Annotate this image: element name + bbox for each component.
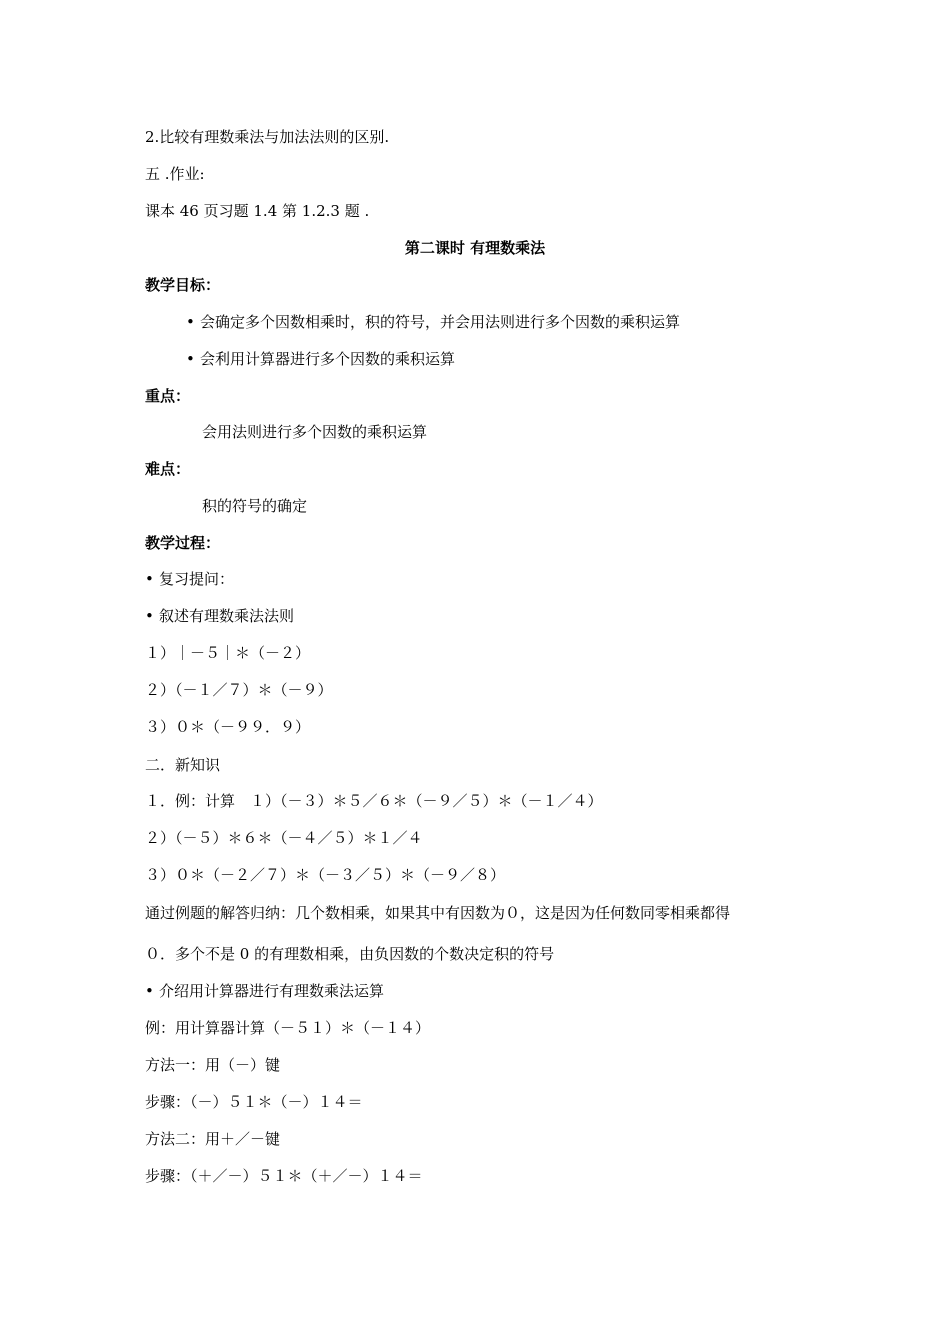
- difficulty-text: 积的符号的确定: [202, 497, 308, 515]
- text-line-compare-rules: 2.比较有理数乘法与加法法则的区别.: [145, 128, 390, 146]
- narrate-item: [145, 606, 294, 626]
- difficulty-heading: 难点：: [145, 460, 191, 478]
- steps-2: 步骤：（＋／－）５１＊（＋／－）１４＝: [145, 1167, 423, 1185]
- review-question-1: １）｜－５｜＊（－２）: [145, 644, 311, 662]
- example-3: ３）０＊（－２／７）＊（－３／５）＊（－９／８）: [145, 866, 506, 884]
- calculator-intro-text: 介绍用计算器进行有理数乘法运算: [159, 982, 385, 1000]
- calculator-example: 例：用计算器计算（－５１）＊（－１４）: [145, 1019, 431, 1037]
- new-knowledge-heading: 二．新知识: [145, 756, 221, 774]
- conclusion-line-1: 通过例题的解答归纳：几个数相乘，如果其中有因数为０，这是因为任何数同零相乘都得: [145, 904, 731, 922]
- goal-item-2: [186, 349, 455, 369]
- example-2: ２）（－５）＊６＊（－４／５）＊１／４: [145, 829, 423, 847]
- review-item-text: 复习提问：: [159, 570, 235, 588]
- bullet-icon: •: [186, 350, 195, 368]
- text-line-homework-detail: 课本 46 页习题 1.4 第 1.2.3 题 .: [145, 202, 370, 220]
- conclusion-line-2: ０．多个不是 0 的有理数相乘，由负因数的个数决定积的符号: [145, 945, 555, 963]
- key-point-text: 会用法则进行多个因数的乘积运算: [202, 423, 428, 441]
- narrate-item-text: 叙述有理数乘法法则: [159, 607, 295, 625]
- goals-heading: 教学目标：: [145, 276, 221, 294]
- review-item: [145, 569, 234, 589]
- goal-item-1: [186, 312, 680, 332]
- example-1: １．例：计算 １）（－３）＊５／６＊（－９／５）＊（－１／４）: [145, 792, 603, 810]
- method-2: 方法二：用＋／－键: [145, 1130, 281, 1148]
- section-title: 第二课时 有理数乘法: [404, 239, 546, 257]
- steps-1: 步骤：（－）５１＊（－）１４＝: [145, 1093, 363, 1111]
- bullet-icon: •: [145, 607, 154, 625]
- bullet-icon: •: [186, 313, 195, 331]
- text-line-homework-heading: 五 .作业:: [145, 165, 205, 183]
- bullet-icon: •: [145, 570, 154, 588]
- goal-item-1-text: 会确定多个因数相乘时，积的符号，并会用法则进行多个因数的乘积运算: [200, 313, 681, 331]
- method-1: 方法一：用（－）键: [145, 1056, 281, 1074]
- bullet-icon: •: [145, 982, 154, 1000]
- calculator-intro-item: [145, 981, 384, 1001]
- review-question-3: ３）０＊（－９９．９）: [145, 718, 311, 736]
- goal-item-2-text: 会利用计算器进行多个因数的乘积运算: [200, 350, 456, 368]
- key-point-heading: 重点：: [145, 387, 191, 405]
- process-heading: 教学过程：: [145, 534, 221, 552]
- review-question-2: ２）（－１／７）＊（－９）: [145, 681, 333, 699]
